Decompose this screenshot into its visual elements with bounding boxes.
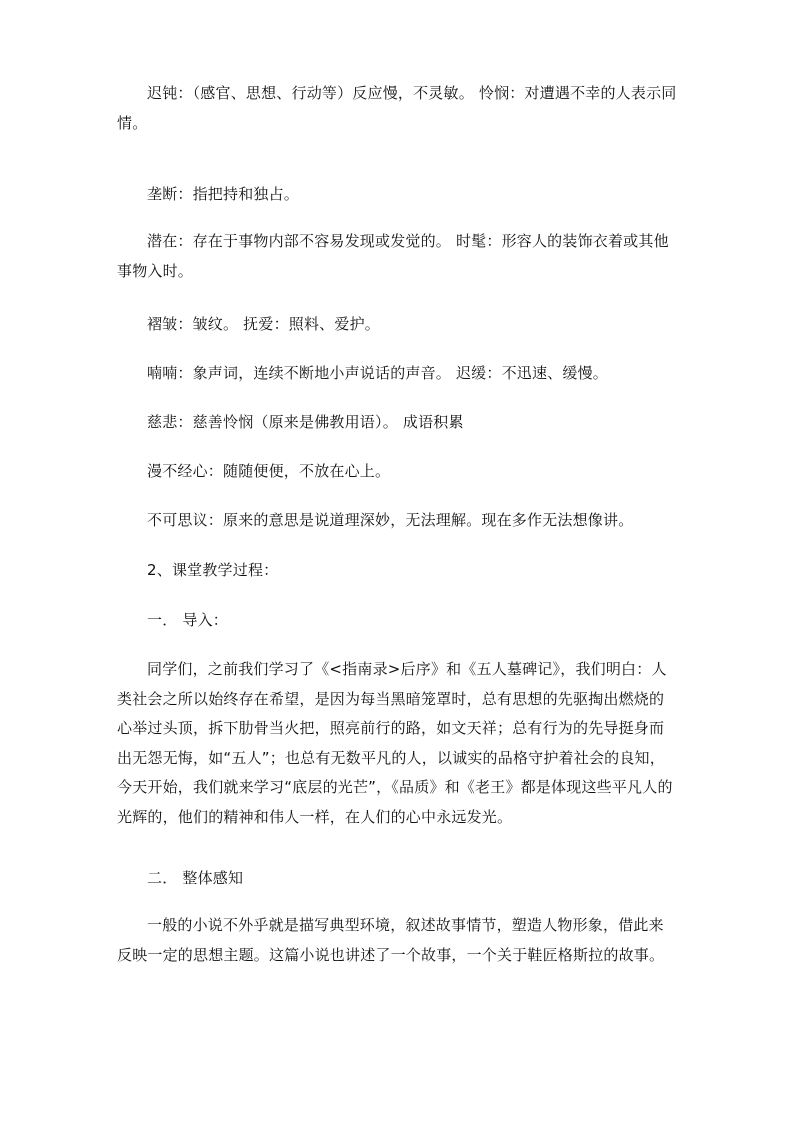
paragraph-vocab-chidun: 迟钝：（感官、思想、行动等）反应慢，不灵敏。 怜悯：对遭遇不幸的人表示同情。 (117, 84, 677, 132)
paragraph-idiom-bukesiyi: 不可思议：原来的意思是说道理深妙，无法理解。现在多作无法想像讲。 (147, 511, 634, 529)
section-heading-introduction: 一． 导入： (147, 611, 228, 629)
paragraph-introduction-body: 同学们，之前我们学习了《<指南录>后序》和《五人墓碑记》，我们明白：人类社会之所以始终存在希望，是因为每当黑暗笼罩时，总有思想的先驱掏出燃烧的心举过头顶，拆下肋骨当火把，照亮前行的路，如文天祥；总有行为的先导挺身而出无怨无悔，如“五人”；也总有无数平凡的人，以诚实的品格守护着社会的良知，今天开始，我们就来学习“底层的光芒”，《品质》和《老王》都是体现这些平凡人的光辉的，他们的精神和伟人一样，在人们的心中永远发光。 (117, 660, 673, 826)
document-page (117, 0, 678, 1123)
paragraph-vocab-cibei: 慈悲：慈善怜悯（原来是佛教用语）。 成语积累 (147, 413, 464, 431)
section-heading-overall-perception: 二． 整体感知 (147, 869, 244, 887)
paragraph-vocab-nannan: 喃喃：象声词，连续不断地小声说话的声音。 迟缓：不迅速、缓慢。 (147, 364, 608, 382)
paragraph-idiom-manbujingxin: 漫不经心：随随便便，不放在心上。 (147, 462, 391, 480)
section-heading-teaching-process: 2、课堂教学过程： (147, 561, 279, 579)
paragraph-overall-perception-body: 一般的小说不外乎就是描写典型环境，叙述故事情节，塑造人物形象，借此来反映一定的思想主题。这篇小说也讲述了一个故事，一个关于鞋匠格斯拉的故事。 (117, 916, 665, 964)
paragraph-vocab-qianzai: 潜在：存在于事物内部不容易发现或发觉的。 时髦：形容人的装饰衣着或其他事物入时。 (117, 232, 669, 280)
paragraph-vocab-zhezhou: 褶皱：皱纹。 抚爱：照料、爱护。 (147, 315, 380, 333)
paragraph-vocab-longduan: 垄断：指把持和独占。 (147, 185, 300, 203)
